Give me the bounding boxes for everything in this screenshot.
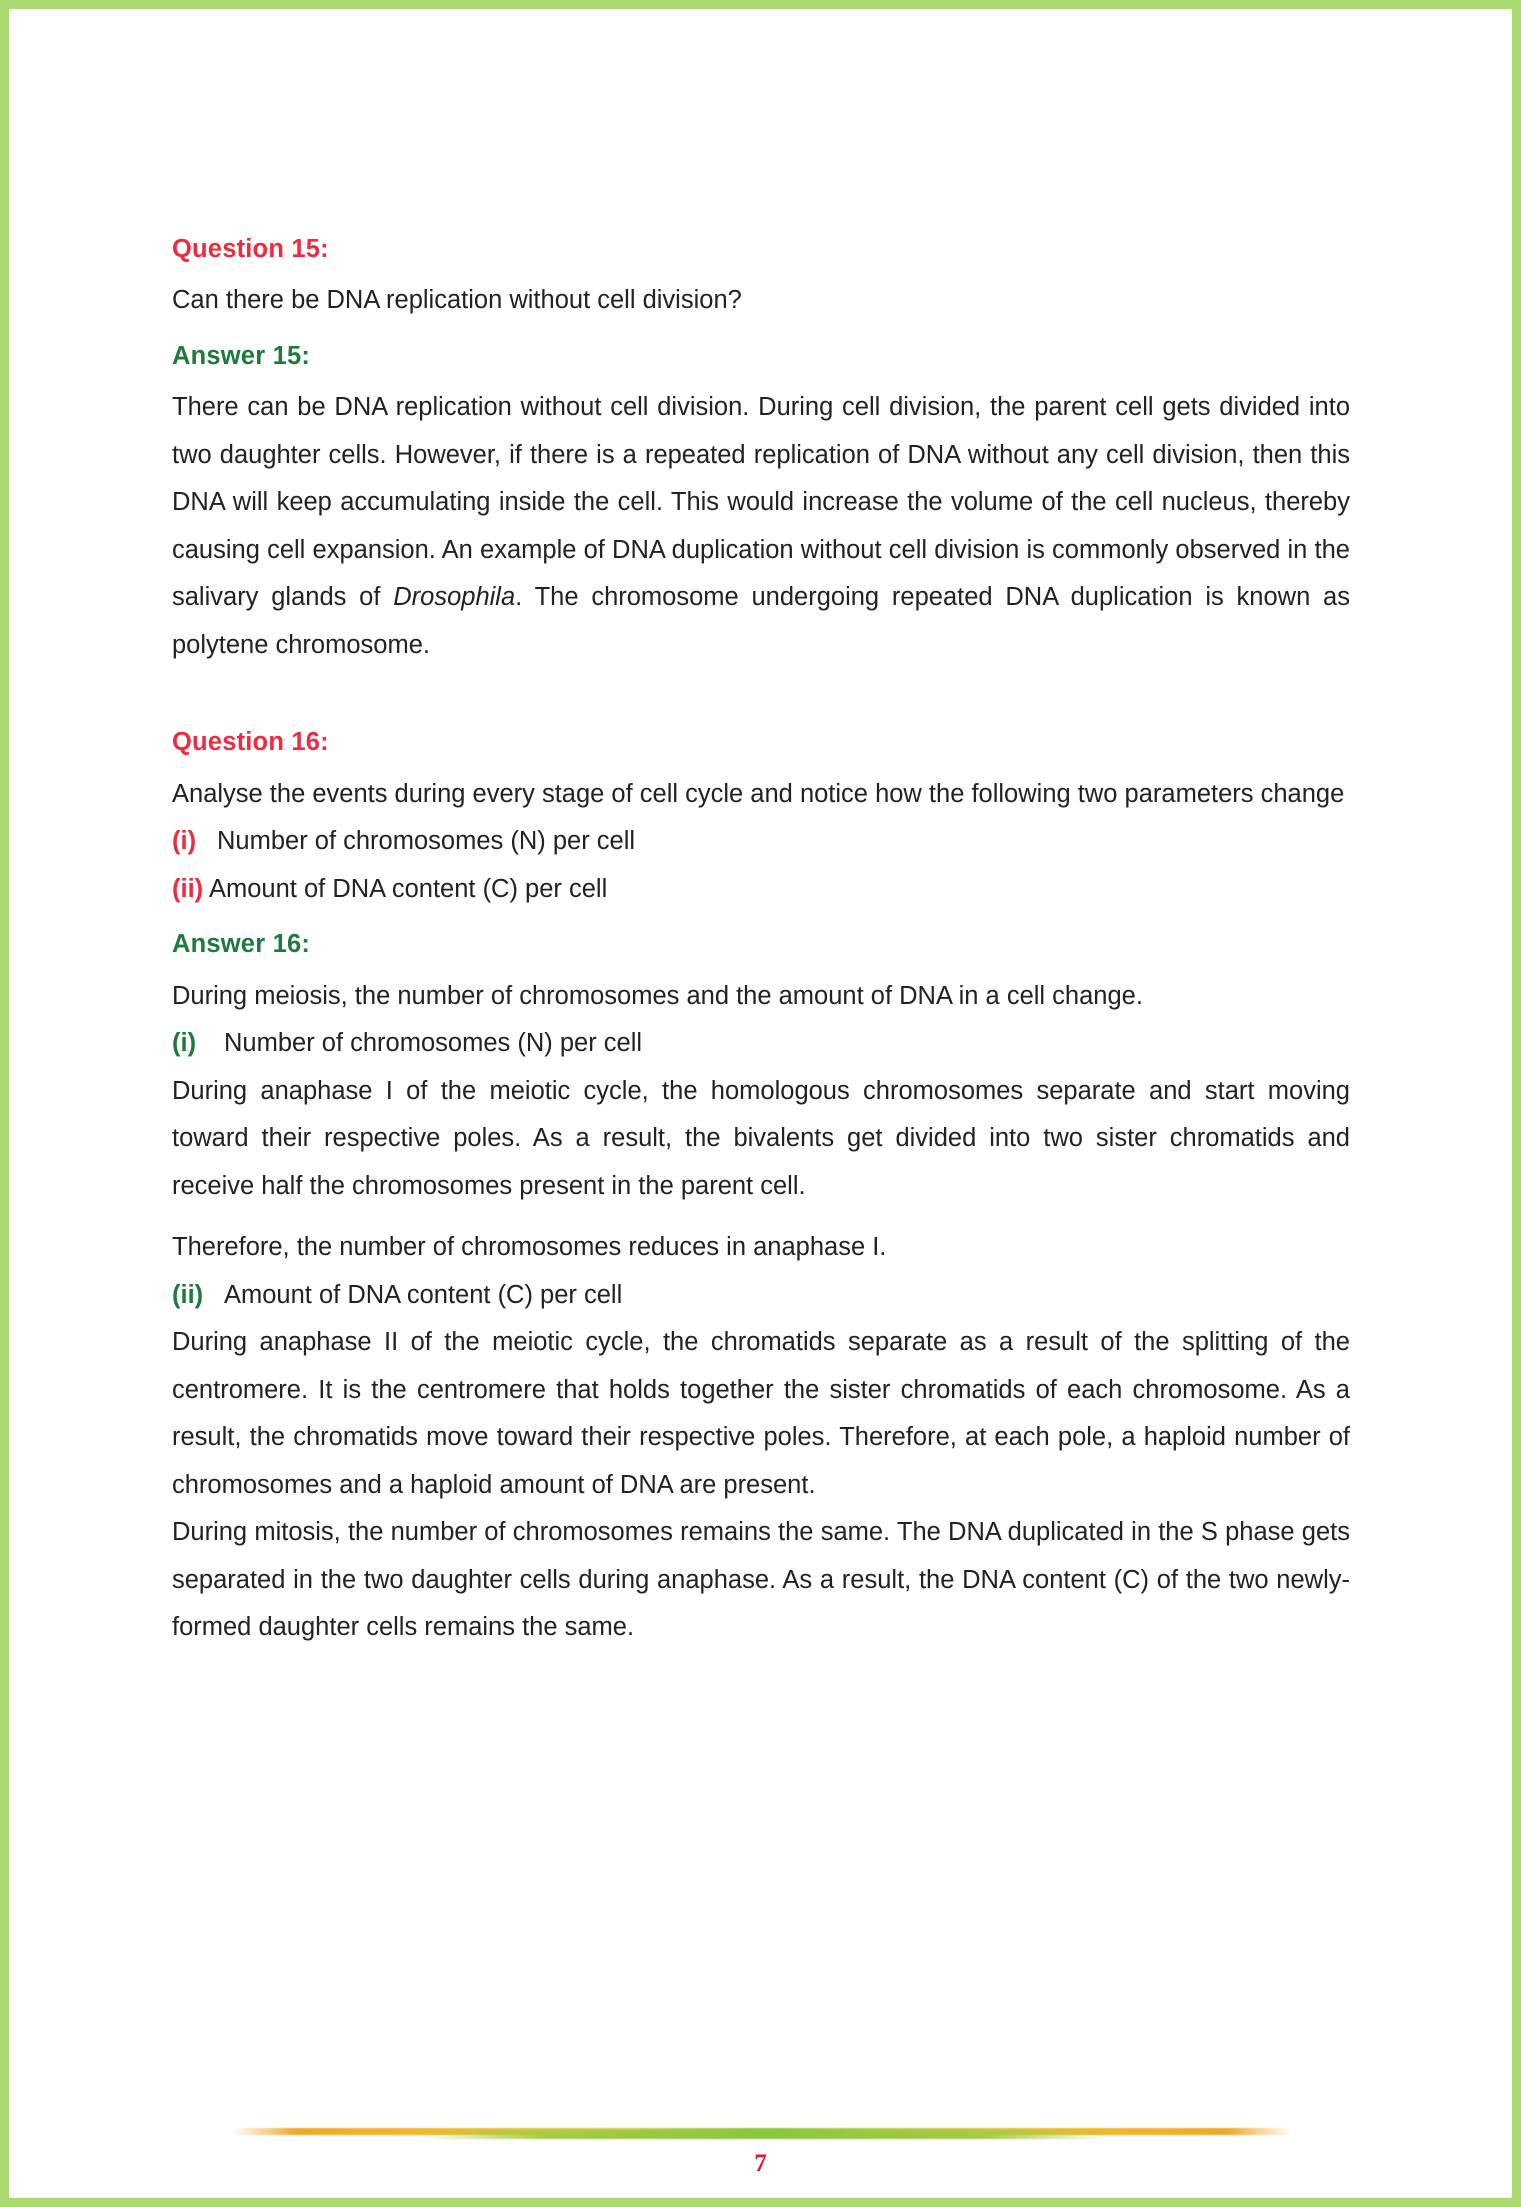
answer-16-list-item-2 <box>172 1272 1350 1320</box>
species-name-drosophila: Drosophila <box>393 583 516 612</box>
answer-16-paragraph-1: During anaphase I of the meiotic cycle, the homologous chromosomes separate and start moving toward their respective poles. As a result, the bivalents get divided into two sister chromatids and receive half the chromosomes present in the parent cell. <box>172 1076 1350 1200</box>
list-marker-ii: (ii) <box>172 874 204 903</box>
answer-16-paragraph-4: During mitosis, the number of chromosomes remains the same. The DNA duplicated in the S phase gets separated in the two daughter cells during anaphase. As a result, the DNA content (C) of the two newly-formed daughter cells remains the same. <box>172 1518 1350 1642</box>
spacer <box>172 1210 1350 1224</box>
list-marker-ii: (ii) <box>172 1280 204 1309</box>
answer-16-list-item-1 <box>172 1020 1350 1068</box>
spacer <box>172 325 1350 339</box>
list-item-label: Amount of DNA content (C) per cell <box>209 874 608 903</box>
answer-15-paragraph-part1: There can be DNA replication without cell division. During cell division, the parent cell gets divided into two daughter cells. However, if there is a repeated replication of DNA without any cell division, then this DNA will keep accumulating inside the cell. This would increase the volume of the cell nucleus, thereby causing cell expansion. An example of DNA duplication without cell division is commonly observed in the salivary glands of <box>172 393 1350 612</box>
answer-16-heading: Answer 16: <box>172 930 311 959</box>
list-item-label: Amount of DNA content (C) per cell <box>224 1280 623 1309</box>
question-16-list-item-1 <box>172 818 1350 866</box>
list-item-label: Number of chromosomes (N) per cell <box>217 827 636 856</box>
answer-16-intro: During meiosis, the number of chromosomes and the amount of DNA in a cell change. <box>172 981 1143 1010</box>
answer-15-heading: Answer 15: <box>172 341 311 370</box>
list-marker-i: (i) <box>172 1029 197 1058</box>
spacer <box>172 913 1350 927</box>
answer-15-paragraph <box>172 384 1350 669</box>
question-16-text: Analyse the events during every stage of cell cycle and notice how the following two parameters change <box>172 779 1345 808</box>
spacer <box>172 669 1350 725</box>
page-content <box>172 232 1350 1652</box>
answer-15-paragraph-part2: . The chromosome undergoing repeated DNA duplication is known as polytene chromosome. <box>172 583 1350 659</box>
answer-16-paragraph-2: Therefore, the number of chromosomes reduces in anaphase I. <box>172 1233 887 1262</box>
list-marker-i: (i) <box>172 827 197 856</box>
question-15-heading: Question 15: <box>172 235 329 263</box>
page-number: 7 <box>754 2150 767 2177</box>
footer-divider-green-overlay <box>420 2130 1110 2139</box>
question-15-text: Can there be DNA replication without cell division? <box>172 286 742 315</box>
question-16-list-item-2 <box>172 866 1350 914</box>
page-footer <box>0 2128 1521 2198</box>
list-item-label: Number of chromosomes (N) per cell <box>224 1029 643 1058</box>
question-16-heading: Question 16: <box>172 728 329 757</box>
answer-16-paragraph-3: During anaphase II of the meiotic cycle, the chromatids separate as a result of the splitting of the centromere. It is the centromere that holds together the sister chromatids of each chromosome. As a result, the chromatids move toward their respective poles. Therefore, at each pole, a haploid number of chromosomes and a haploid amount of DNA are present. <box>172 1328 1350 1499</box>
